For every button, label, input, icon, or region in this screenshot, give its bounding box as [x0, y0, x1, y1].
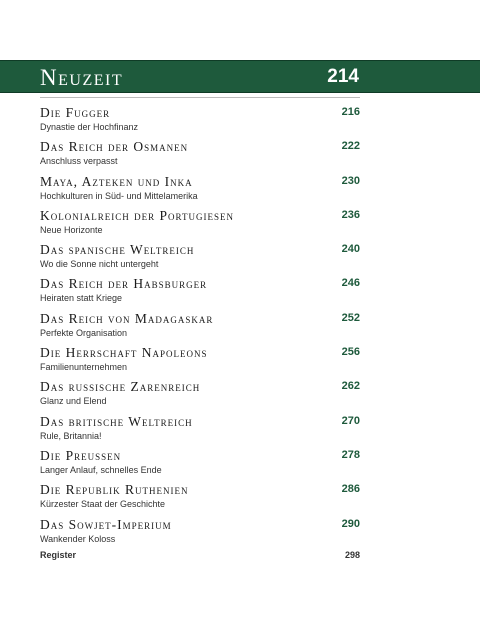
entry-subtitle: Heiraten statt Kriege	[40, 293, 123, 304]
table-of-contents	[40, 105, 360, 551]
entry-page-number: 240	[341, 243, 360, 256]
entry-title: Das britische Weltreich	[40, 413, 193, 429]
entry-subtitle: Perfekte Organisation	[40, 327, 128, 338]
entry-page-number: 262	[341, 380, 360, 393]
toc-entry[interactable]	[40, 105, 360, 139]
toc-entry[interactable]	[40, 139, 360, 173]
toc-entry[interactable]	[40, 379, 360, 413]
toc-entry[interactable]	[40, 242, 360, 276]
entry-title: Das russische Zarenreich	[40, 379, 201, 395]
toc-entry[interactable]	[40, 414, 360, 448]
toc-entry[interactable]	[40, 482, 360, 516]
entry-title: Die Preussen	[40, 447, 122, 463]
entry-subtitle: Glanz und Elend	[40, 396, 107, 407]
entry-subtitle: Kürzester Staat der Geschichte	[40, 499, 166, 510]
entry-page-number: 290	[341, 517, 360, 530]
entry-page-number: 278	[341, 448, 360, 461]
entry-title: Die Republik Ruthenien	[40, 482, 189, 498]
toc-entry[interactable]	[40, 448, 360, 482]
entry-page-number: 252	[341, 311, 360, 324]
register-entry[interactable]	[40, 550, 360, 564]
entry-subtitle: Dynastie der Hochfinanz	[40, 122, 139, 132]
entry-page-number: 222	[341, 140, 360, 153]
entry-subtitle: Langer Anlauf, schnelles Ende	[40, 464, 162, 475]
entry-title: Das Reich der Osmanen	[40, 139, 189, 155]
entry-title: Die Fugger	[40, 105, 111, 120]
toc-entry[interactable]	[40, 345, 360, 379]
entry-subtitle: Wo die Sonne nicht untergeht	[40, 259, 159, 270]
entry-page-number: 256	[341, 346, 360, 359]
toc-entry[interactable]	[40, 174, 360, 208]
entry-subtitle: Wankender Koloss	[40, 533, 116, 544]
entry-title: Die Herrschaft Napoleons	[40, 345, 208, 361]
entry-subtitle: Neue Horizonte	[40, 224, 103, 235]
toc-entry[interactable]	[40, 517, 360, 551]
entry-page-number: 236	[341, 208, 360, 221]
entry-subtitle: Familienunternehmen	[40, 362, 128, 373]
entry-subtitle: Anschluss verpasst	[40, 156, 118, 167]
entry-page-number: 230	[341, 174, 360, 187]
entry-title: Das Sowjet-Imperium	[40, 516, 172, 532]
register-label: Register	[40, 550, 77, 560]
entry-page-number: 246	[341, 277, 360, 290]
chapter-page-number: 214	[327, 66, 359, 87]
divider	[40, 97, 360, 98]
register-page-number: 298	[344, 550, 360, 560]
toc-entry[interactable]	[40, 311, 360, 345]
entry-page-number: 270	[341, 414, 360, 427]
entry-subtitle: Hochkulturen in Süd- und Mittelamerika	[40, 190, 198, 201]
entry-title: Das spanische Weltreich	[40, 242, 195, 258]
entry-title: Maya, Azteken und Inka	[40, 173, 193, 189]
entry-title: Kolonialreich der Portugiesen	[40, 207, 234, 223]
chapter-title: Neuzeit	[40, 65, 124, 90]
toc-entry[interactable]	[40, 276, 360, 310]
chapter-banner	[0, 60, 480, 93]
entry-title: Das Reich der Habsburger	[40, 276, 208, 292]
entry-page-number: 216	[341, 106, 360, 118]
entry-page-number: 286	[341, 483, 360, 496]
entry-title: Das Reich von Madagaskar	[40, 310, 214, 326]
entry-subtitle: Rule, Britannia!	[40, 430, 102, 441]
toc-entry[interactable]	[40, 208, 360, 242]
